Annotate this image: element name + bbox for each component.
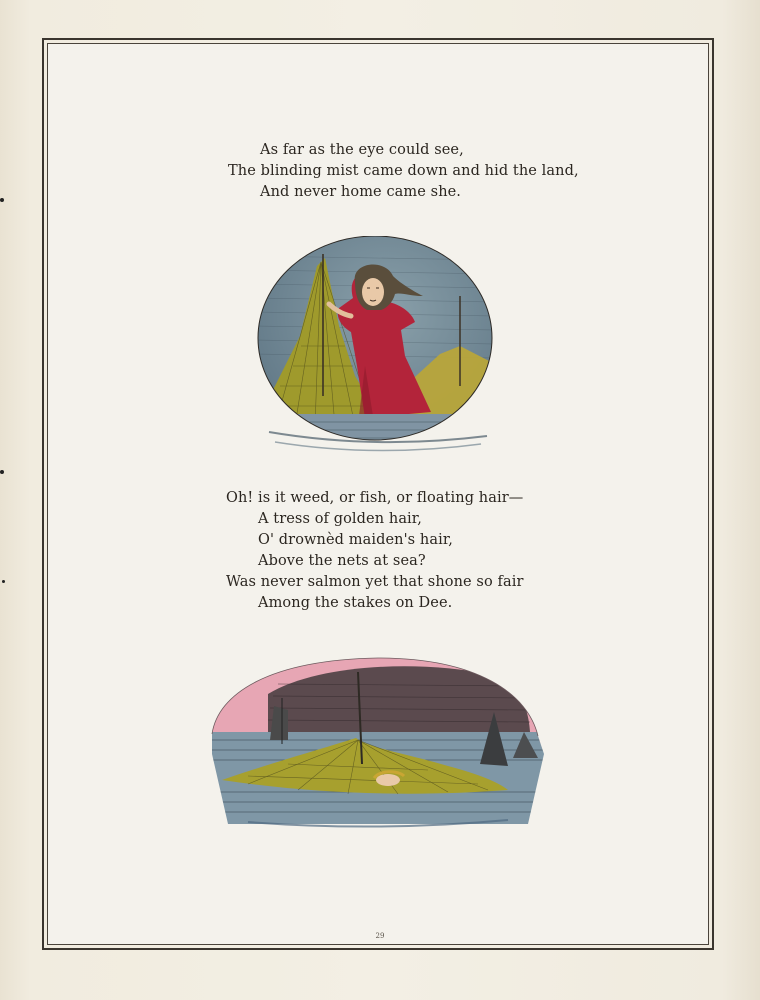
net-on-sea-illustration xyxy=(208,654,550,830)
poem-line: The blinding mist came down and hid the land, xyxy=(228,163,579,179)
margin-mark xyxy=(2,580,5,583)
poem-line: A tress of golden hair, xyxy=(258,511,422,527)
poem-line: Above the nets at sea? xyxy=(258,553,426,569)
poem-line: Oh! is it weed, or fish, or floating hair— xyxy=(226,490,524,506)
poem-line: Among the stakes on Dee. xyxy=(258,595,453,611)
poem-line: And never home came she. xyxy=(260,184,462,200)
poem-line: As far as the eye could see, xyxy=(260,142,464,158)
poem-stanza-2 xyxy=(226,488,523,614)
page-number: 29 xyxy=(375,932,385,940)
margin-mark xyxy=(0,198,4,202)
poem-line: O' drownèd maiden's hair, xyxy=(258,532,453,548)
margin-mark xyxy=(0,470,4,474)
maiden-with-net-illustration xyxy=(255,236,495,460)
poem-line: Was never salmon yet that shone so fair xyxy=(226,574,524,590)
poem-stanza-1 xyxy=(228,140,579,203)
